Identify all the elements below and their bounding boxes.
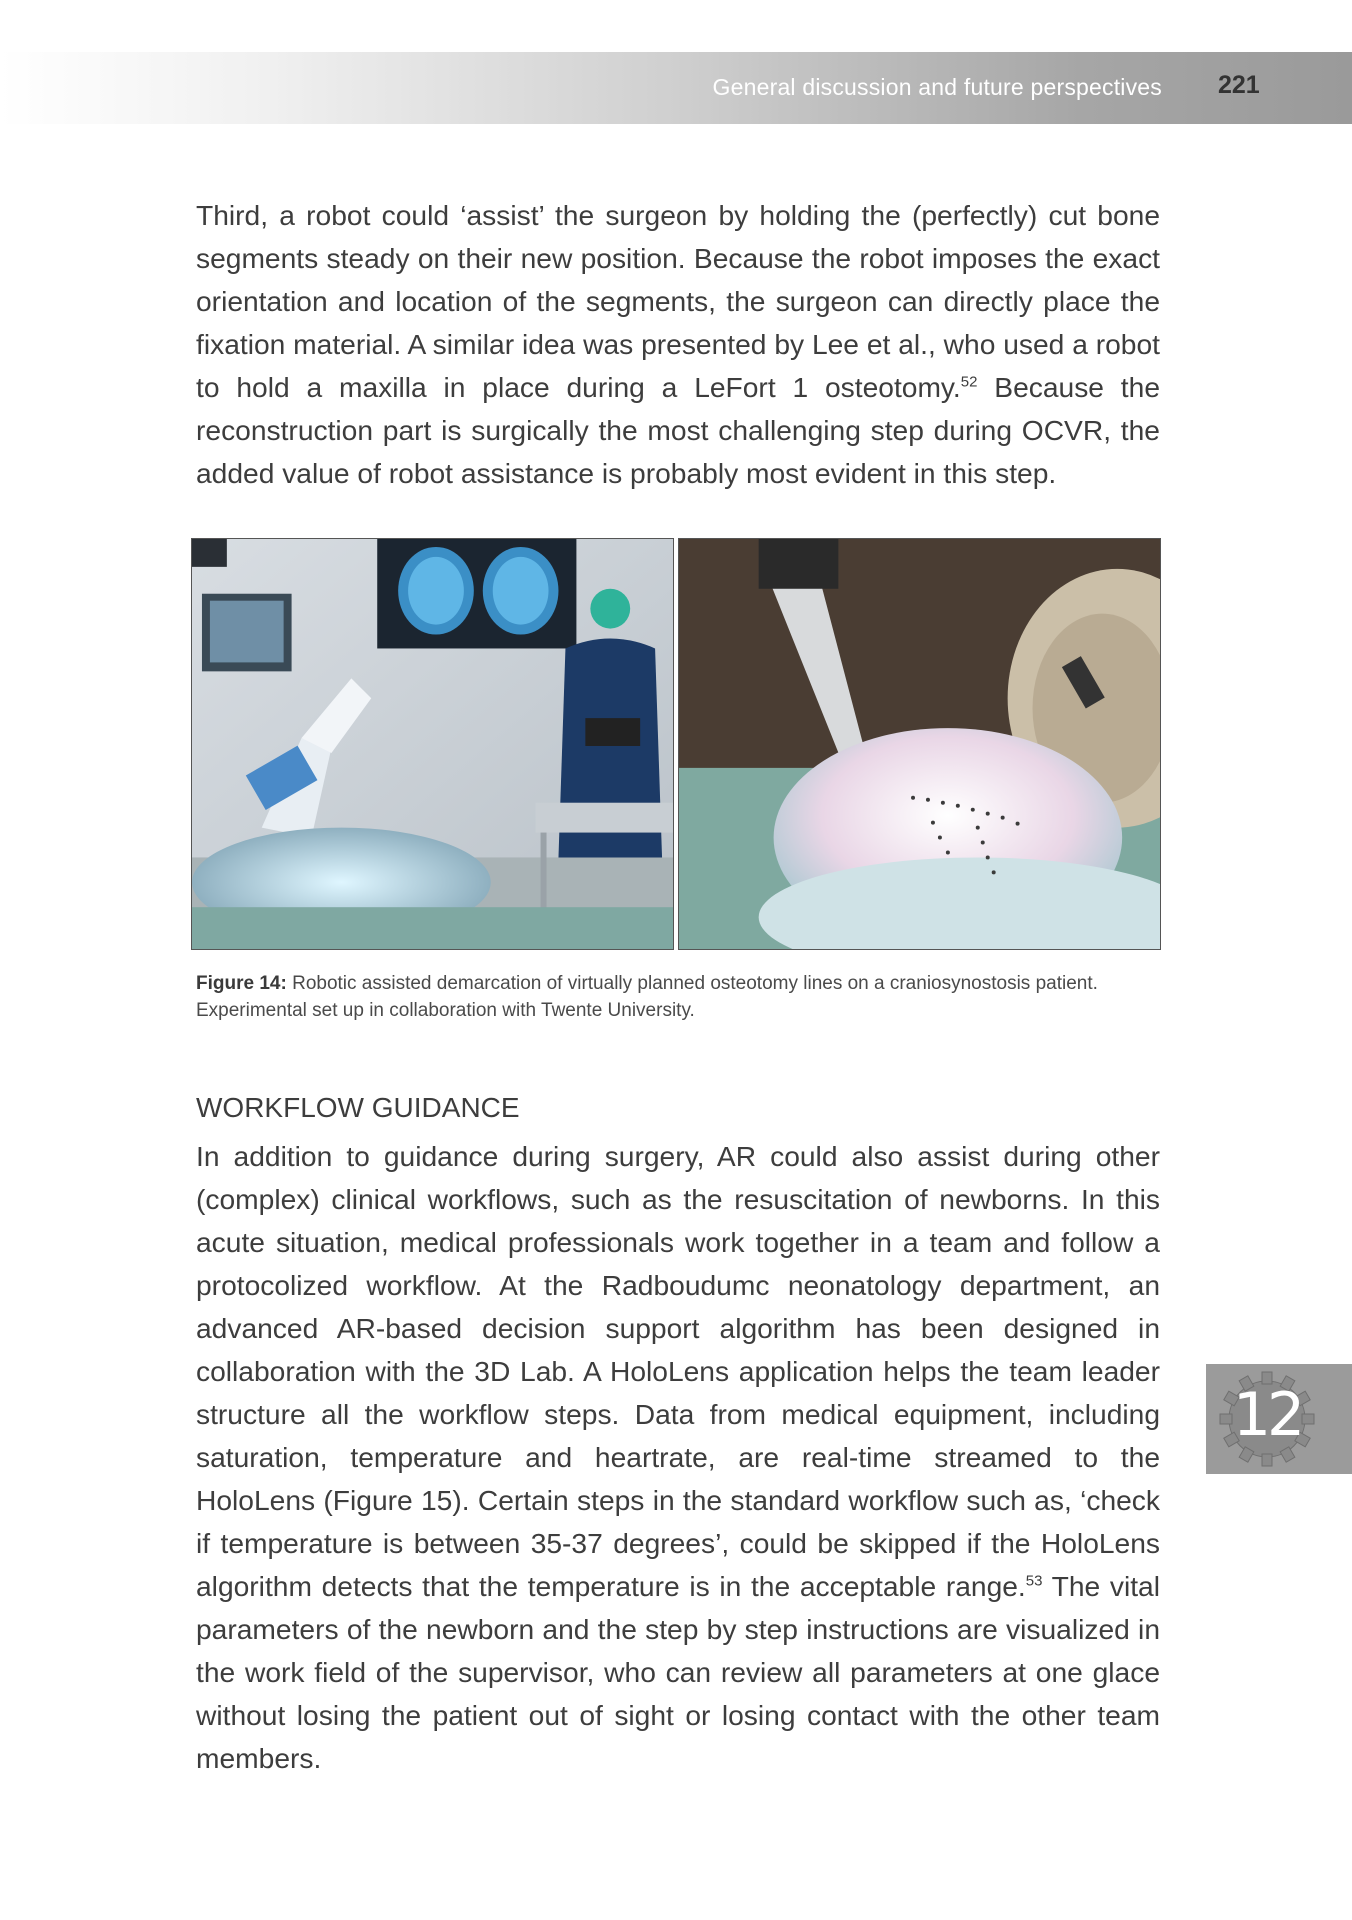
operating-room-photo bbox=[191, 538, 674, 950]
figure-caption bbox=[196, 970, 1162, 1024]
figure-label: Figure 14: bbox=[196, 973, 287, 994]
paragraph-workflow-guidance bbox=[196, 1135, 1160, 1780]
robot-marking-skull-photo bbox=[678, 538, 1161, 950]
section-heading: WORKFLOW GUIDANCE bbox=[196, 1092, 520, 1123]
figure-14 bbox=[191, 538, 1161, 950]
paragraph-robot-assist bbox=[196, 194, 1160, 495]
paragraph-text-continued: The vital parameters of the newborn and the step by step instructions are visualized in the work field of the supervisor, who can review all parameters at one glace without losing the patient out of sight or losing contact with the other team members. bbox=[196, 1570, 1160, 1774]
reference-superscript: 53 bbox=[1025, 1572, 1043, 1590]
page-number: 221 bbox=[1218, 71, 1260, 99]
figure-caption-text: Robotic assisted demarcation of virtually planned osteotomy lines on a craniosynostosis patient. Experimental set up in collaboration with Twente University. bbox=[196, 973, 1098, 1021]
running-head: General discussion and future perspectives bbox=[712, 74, 1162, 100]
chapter-number: 12 bbox=[1232, 1380, 1302, 1450]
paragraph-text-continued: Because the reconstruction part is surgically the most challenging step during OCVR, the added value of robot assistance is probably most evident in this step. bbox=[196, 371, 1160, 489]
paragraph-text: In addition to guidance during surgery, AR could also assist during other (complex) clinical workflows, such as the resuscitation of newborns. In this acute situation, medical professionals work together in a team and follow a protocolized workflow. At the Radboudumc neonatology department, an advanced AR-based decision support algorithm has been designed in collaboration with the 3D Lab. A HoloLens application helps the team leader structure all the workflow steps. Data from medical equipment, including saturation, temperature and heartrate, are real-time streamed to the HoloLens (Figure 15). Certain steps in the standard workflow such as, ‘check if temperature is between 35-37 degrees’, could be skipped if the HoloLens algorithm detects that the temperature is in the acceptable range. bbox=[196, 1140, 1160, 1602]
paragraph-text: Third, a robot could ‘assist’ the surgeon by holding the (perfectly) cut bone segments steady on their new position. Because the robot imposes the exact orientation and location of the segments, the surgeon can directly place the fixation material. A similar idea was presented by Lee et al., who used a robot to hold a maxilla in place during a LeFort 1 osteotomy. bbox=[196, 199, 1160, 403]
reference-superscript: 52 bbox=[960, 373, 978, 391]
